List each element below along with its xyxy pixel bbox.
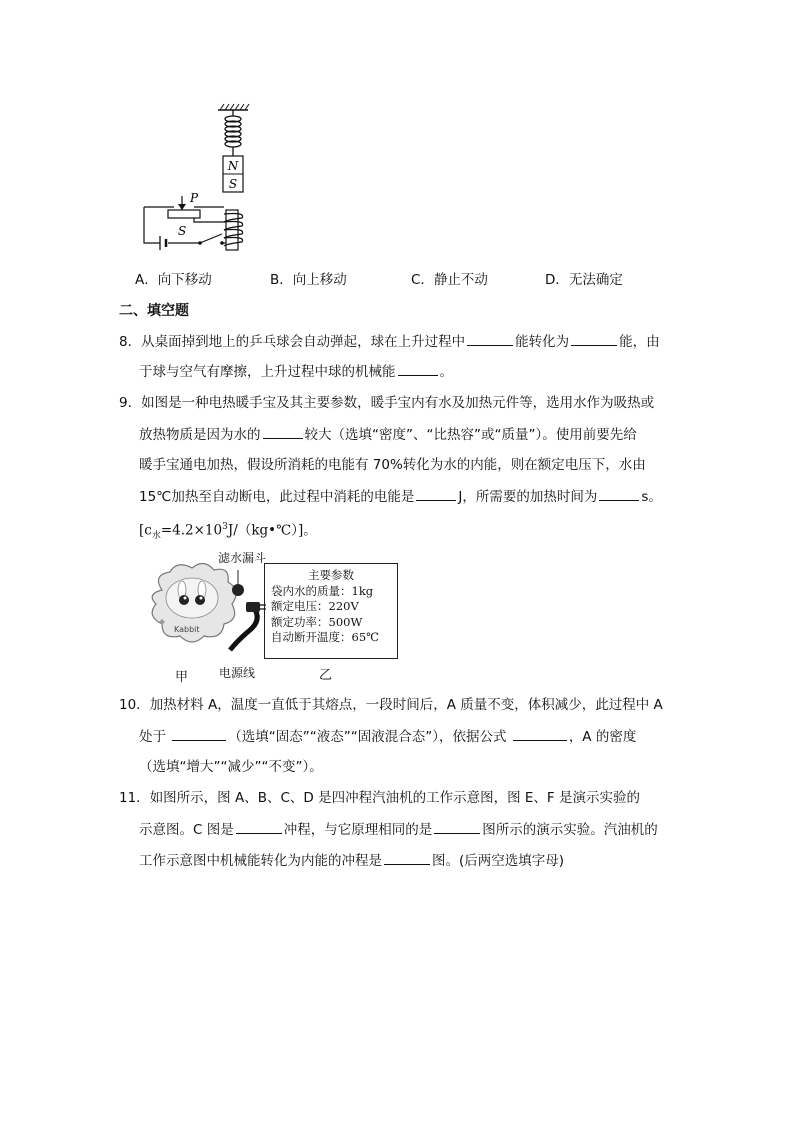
answer-blank[interactable] [384, 850, 430, 865]
question-9-formula-line: $[c_水=4.2\times 10^3J/(kg•℃)]$。 [139, 522, 317, 542]
question-9-line-1: 9．如图是一种电热暖手宝及其主要参数，暖手宝内有水及加热元件等，选用水作为吸热或 [119, 395, 655, 411]
answer-blank[interactable] [467, 331, 513, 346]
hand-warmer-image [142, 560, 267, 660]
caption-left: 甲 [175, 670, 189, 685]
section-title-fill-blank: 二、填空题 [119, 303, 189, 319]
question-number: 9． [119, 395, 142, 411]
question-number: 8． [119, 334, 142, 350]
question-10-line-2: 处于 （选填“固态”“液态”“固液混合态”），依据公式 ，A 的密度 [139, 726, 636, 747]
answer-blank[interactable] [571, 331, 617, 346]
question-10-line-3: （选填“增大”“减少”“不变”）。 [139, 759, 323, 775]
cord-label: 电源线 [219, 666, 256, 680]
parameters-table [264, 563, 398, 659]
question-9-line-2: 放热物质是因为水的 较大（选填“密度”、“比热容”或“质量”）。使用前要先给 [139, 424, 637, 445]
question-8-line-2: 于球与空气有摩擦，上升过程中球的机械能 。 [139, 361, 453, 382]
answer-blank[interactable] [398, 361, 438, 376]
magnet-north-label: N [227, 159, 239, 173]
question-9-line-4: 15℃加热至自动断电，此过程中消耗的电能是 J，所需要的加热时间为 s。 [139, 486, 662, 507]
answer-blank[interactable] [236, 819, 282, 834]
answer-blank[interactable] [434, 819, 480, 834]
magnet-south-label: S [228, 177, 238, 191]
answer-blank[interactable] [416, 486, 456, 501]
question-number: 11． [119, 790, 150, 806]
funnel-label: 滤水漏斗 [218, 551, 267, 565]
slider-p-label: P [190, 191, 199, 205]
answer-blank[interactable] [172, 726, 226, 741]
q7-option-a[interactable]: A．向下移动 [135, 272, 212, 288]
q7-option-d[interactable]: D．无法确定 [545, 272, 623, 288]
q7-option-b[interactable]: B．向上移动 [270, 272, 347, 288]
answer-blank[interactable] [599, 486, 639, 501]
param-row: 自动断开温度：65℃ [271, 630, 379, 644]
question-number: 10． [119, 697, 150, 713]
answer-blank[interactable] [513, 726, 567, 741]
question-8-line-1: 8．从桌面掉到地上的乒乓球会自动弹起，球在上升过程中 能转化为 能，由 [119, 331, 660, 352]
question-10-line-1: 10．加热材料 A，温度一直低于其熔点，一段时间后，A 质量不变，体积减少，此过程中 A [119, 697, 663, 713]
answer-blank[interactable] [263, 424, 303, 439]
product-brand-text: Kabbit [174, 625, 200, 634]
question-9-line-3: 暖手宝通电加热，假设所消耗的电能有 70%转化为水的内能，则在额定电压下，水由 [139, 457, 646, 473]
electromagnet-circuit-figure [130, 100, 270, 260]
caption-right: 乙 [319, 668, 333, 683]
param-row: 额定功率：500W [271, 614, 363, 629]
param-row: 额定电压：220V [271, 599, 359, 613]
parameters-title: 主要参数 [308, 568, 354, 582]
question-11-line-1: 11．如图所示，图 A、B、C、D 是四冲程汽油机的工作示意图，图 E、F 是演示实验的 [119, 790, 640, 806]
param-row: 袋内水的质量：1kg [271, 583, 374, 598]
switch-s-label: S [178, 224, 187, 238]
question-11-line-2: 示意图。C 图是 冲程，与它原理相同的是 图所示的演示实验。汽油机的 [139, 819, 658, 840]
q7-option-c[interactable]: C．静止不动 [411, 272, 488, 288]
question-11-line-3: 工作示意图中机械能转化为内能的冲程是 图。(后两空选填字母) [139, 850, 564, 871]
